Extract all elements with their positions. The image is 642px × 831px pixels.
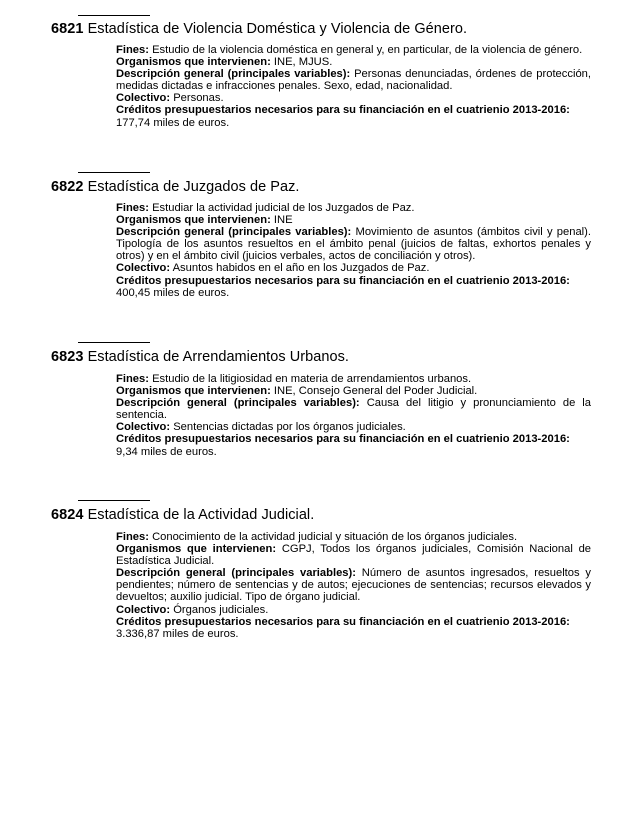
field-label: Fines: bbox=[116, 44, 149, 56]
field-organismos bbox=[116, 56, 591, 68]
field-label: Fines: bbox=[116, 373, 149, 385]
field-creditos-value bbox=[116, 628, 591, 640]
field-label: Colectivo: bbox=[116, 92, 171, 105]
entry-title bbox=[51, 21, 467, 37]
entry-fields bbox=[116, 373, 591, 458]
field-value: Conocimiento de la actividad judicial y situación de los órganos judiciales. bbox=[152, 531, 518, 543]
entry-code: 6821 bbox=[51, 21, 84, 37]
entry-name: Estadística de Violencia Doméstica y Violencia de Género. bbox=[87, 21, 468, 37]
separator-rule bbox=[78, 342, 150, 343]
field-label: Fines: bbox=[116, 531, 149, 543]
entry-fields bbox=[116, 44, 591, 129]
field-value: Estudio de la violencia doméstica en general y, en particular, de la violencia de género. bbox=[152, 44, 583, 56]
field-label: Fines: bbox=[116, 202, 149, 214]
field-creditos-value bbox=[116, 117, 591, 129]
field-label: Organismos que intervienen: bbox=[116, 543, 277, 556]
field-value: 400,45 miles de euros. bbox=[116, 286, 230, 299]
field-value: Personas denunciadas, órdenes de protección, medidas dictadas e infracciones penales. Sexo, edad, nacionalidad. bbox=[116, 68, 591, 93]
field-value: INE bbox=[273, 214, 293, 227]
entry-name: Estadística de Arrendamientos Urbanos. bbox=[87, 349, 349, 365]
field-colectivo bbox=[116, 604, 591, 616]
field-value: INE, MJUS. bbox=[273, 56, 333, 69]
separator-rule bbox=[78, 172, 150, 173]
entry-code: 6824 bbox=[51, 507, 84, 523]
field-descripcion bbox=[116, 397, 591, 421]
field-creditos-value bbox=[116, 446, 591, 458]
entry-title bbox=[51, 349, 349, 365]
field-value: Estudiar la actividad judicial de los Juzgados de Paz. bbox=[152, 202, 415, 214]
field-colectivo bbox=[116, 92, 591, 104]
field-value: CGPJ, Todos los órganos judiciales, Comisión Nacional de Estadística Judicial. bbox=[116, 543, 592, 568]
field-label: Créditos presupuestarios necesarios para su financiación en el cuatrienio 2013-2016: bbox=[116, 433, 570, 446]
field-creditos-value bbox=[116, 287, 591, 299]
entry-title bbox=[51, 179, 300, 195]
field-label: Descripción general (principales variables): bbox=[116, 68, 351, 81]
field-creditos bbox=[116, 433, 591, 445]
field-organismos bbox=[116, 543, 591, 567]
field-value: Órganos judiciales. bbox=[173, 603, 269, 616]
field-value: Personas. bbox=[173, 92, 224, 105]
field-value: Causa del litigio y pronunciamiento de la sentencia. bbox=[116, 397, 592, 422]
field-descripcion bbox=[116, 567, 591, 603]
entry-title bbox=[51, 507, 314, 523]
field-label: Organismos que intervienen: bbox=[116, 385, 271, 398]
entry-fields bbox=[116, 202, 591, 299]
field-fines bbox=[116, 44, 591, 56]
field-label: Colectivo: bbox=[116, 603, 171, 616]
entry-name: Estadística de Juzgados de Paz. bbox=[87, 179, 300, 195]
entry-code: 6823 bbox=[51, 349, 84, 365]
field-value: 9,34 miles de euros. bbox=[116, 445, 217, 458]
field-label: Descripción general (principales variables): bbox=[116, 226, 352, 239]
field-label: Créditos presupuestarios necesarios para su financiación en el cuatrienio 2013-2016: bbox=[116, 104, 570, 117]
field-value: Estudio de la litigiosidad en materia de arrendamientos urbanos. bbox=[152, 373, 472, 385]
field-label: Créditos presupuestarios necesarios para su financiación en el cuatrienio 2013-2016: bbox=[116, 615, 570, 628]
field-value: Número de asuntos ingresados, resueltos y pendientes; número de sentencias y de autos; ejecuciones de sentencias; recursos elevados y devueltos; auxilio judicial. Tipo de órgano judicial. bbox=[116, 567, 591, 604]
field-label: Colectivo: bbox=[116, 262, 171, 275]
field-colectivo bbox=[116, 262, 591, 274]
field-label: Descripción general (principales variables): bbox=[116, 397, 360, 410]
field-label: Organismos que intervienen: bbox=[116, 214, 271, 227]
entry-name: Estadística de la Actividad Judicial. bbox=[87, 507, 315, 523]
entry-code: 6822 bbox=[51, 179, 84, 195]
field-label: Colectivo: bbox=[116, 421, 171, 434]
field-value: 177,74 miles de euros. bbox=[116, 116, 230, 129]
field-value: Asuntos habidos en el año en los Juzgados de Paz. bbox=[172, 262, 430, 275]
field-label: Descripción general (principales variables): bbox=[116, 567, 356, 580]
field-descripcion bbox=[116, 68, 591, 92]
field-value: INE, Consejo General del Poder Judicial. bbox=[273, 385, 478, 398]
field-fines bbox=[116, 531, 591, 543]
field-creditos bbox=[116, 275, 591, 287]
field-label: Créditos presupuestarios necesarios para su financiación en el cuatrienio 2013-2016: bbox=[116, 274, 570, 287]
separator-rule bbox=[78, 500, 150, 501]
field-value: 3.336,87 miles de euros. bbox=[116, 627, 239, 640]
entry-fields bbox=[116, 531, 591, 640]
field-value: Movimiento de asuntos (ámbitos civil y penal). Tipología de los asuntos resueltos en el ámbito penal (juicios de faltas, exhortos penales y otros) y en el ámbito civil (juicios verbales, actos de conciliación y otros). bbox=[116, 226, 592, 263]
field-creditos bbox=[116, 104, 591, 116]
field-fines bbox=[116, 373, 591, 385]
separator-rule bbox=[78, 15, 150, 16]
field-value: Sentencias dictadas por los órganos judiciales. bbox=[173, 421, 406, 434]
field-fines bbox=[116, 202, 591, 214]
field-organismos bbox=[116, 385, 591, 397]
field-descripcion bbox=[116, 226, 591, 262]
field-organismos bbox=[116, 214, 591, 226]
field-label: Organismos que intervienen: bbox=[116, 56, 271, 69]
field-colectivo bbox=[116, 421, 591, 433]
field-creditos bbox=[116, 616, 591, 628]
